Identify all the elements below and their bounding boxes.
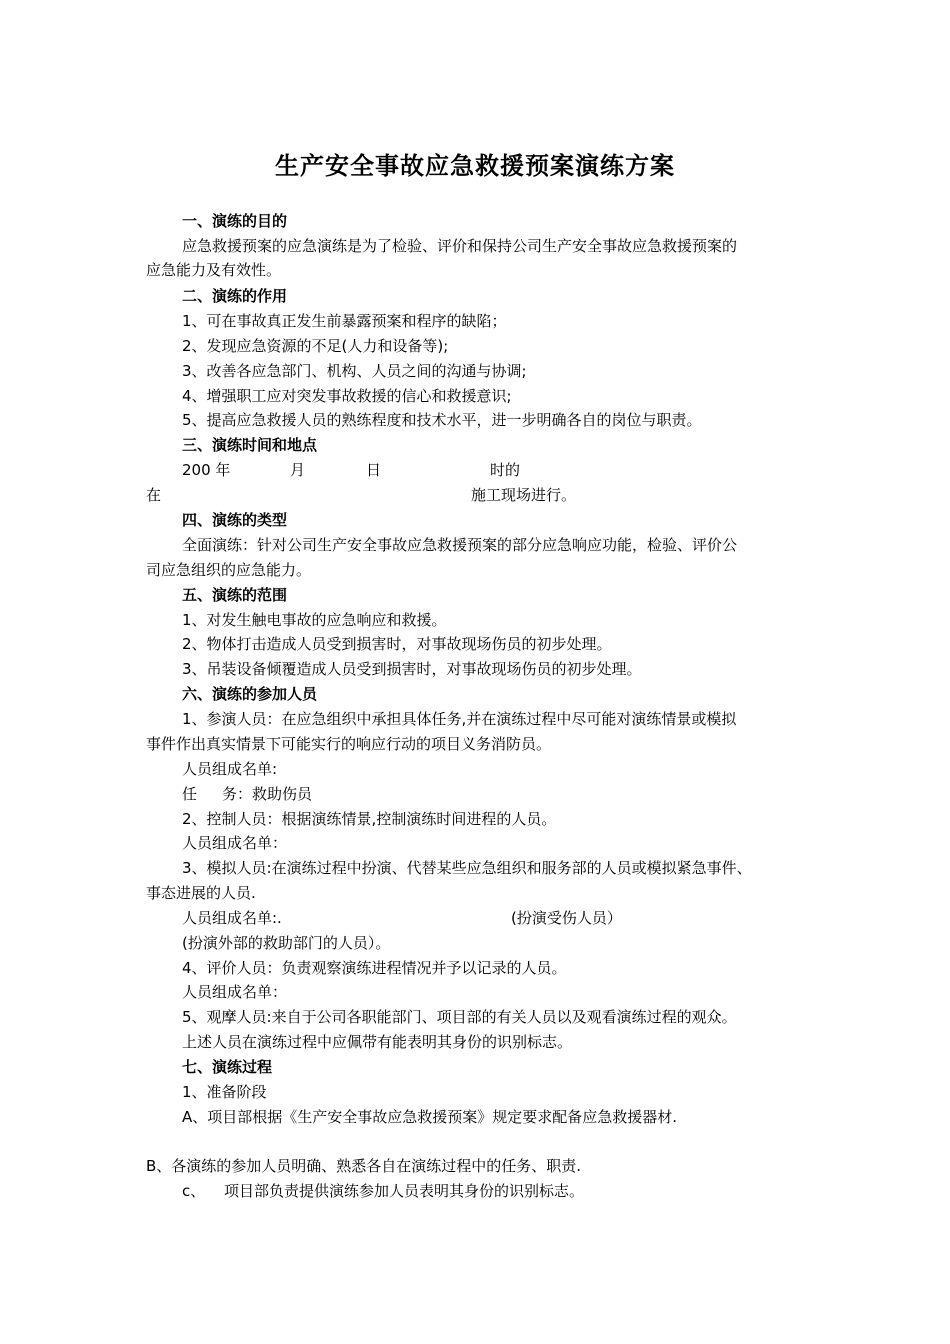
section-heading-purpose: 一、演练的目的 bbox=[182, 212, 288, 230]
list-item: 1、可在事故真正发生前暴露预案和程序的缺陷； bbox=[182, 312, 507, 330]
paragraph-continuation: 事件作出真实情景下可能实行的响应行动的项目义务消防员。 bbox=[146, 735, 552, 753]
date-year: 200 年 bbox=[182, 461, 231, 479]
task-label: 任 bbox=[182, 785, 198, 803]
list-item: 2、发现应急资源的不足(人力和设备等); bbox=[182, 337, 449, 355]
document-title: 生产安全事故应急救援预案演练方案 bbox=[275, 152, 675, 180]
paragraph: 1、参演人员：在应急组织中承担具体任务,并在演练过程中尽可能对演练情景或模拟 bbox=[182, 710, 737, 728]
paragraph: 4、评价人员：负责观察演练进程情况并予以记录的人员。 bbox=[182, 959, 567, 977]
list-item: 1、准备阶段 bbox=[182, 1083, 267, 1101]
list-item: 2、物体打击造成人员受到损害时，对事故现场伤员的初步处理。 bbox=[182, 635, 612, 653]
paragraph-continuation: 司应急组织的应急能力。 bbox=[146, 561, 312, 579]
list-item: 3、吊装设备倾覆造成人员受到损害时，对事故现场伤员的初步处理。 bbox=[182, 660, 642, 678]
location-site: 施工现场进行。 bbox=[471, 486, 577, 504]
paragraph-continuation: 应急能力及有效性。 bbox=[146, 261, 282, 279]
paragraph: 2、控制人员：根据演练情景,控制演练时间进程的人员。 bbox=[182, 810, 557, 828]
section-heading-participants: 六、演练的参加人员 bbox=[182, 685, 318, 703]
section-heading-process: 七、演练过程 bbox=[182, 1058, 273, 1076]
paragraph: 应急救援预案的应急演练是为了检验、评价和保持公司生产安全事故应急救援预案的 bbox=[182, 237, 738, 255]
list-item: A、项目部根据《生产安全事故应急救援预案》规定要求配备应急救援器材. bbox=[182, 1108, 678, 1126]
task-text: 务：救助伤员 bbox=[222, 785, 313, 803]
roster-label: 人员组成名单： bbox=[182, 834, 288, 852]
list-item-label: c、 bbox=[182, 1182, 206, 1200]
roster-label: 人员组成名单: bbox=[182, 760, 278, 778]
roster-label: 人员组成名单:. bbox=[182, 909, 282, 927]
date-day: 日 bbox=[366, 461, 382, 479]
roster-note: (扮演外部的救助部门的人员）。 bbox=[182, 934, 391, 952]
paragraph: 上述人员在演练过程中应佩带有能表明其身份的识别标志。 bbox=[182, 1033, 573, 1051]
list-item: 4、增强职工应对突发事故救援的信心和救援意识; bbox=[182, 387, 512, 405]
date-hour: 时的 bbox=[490, 461, 521, 479]
paragraph-continuation: 事态进展的人员. bbox=[146, 884, 256, 902]
list-item: 5、提高应急救援人员的熟练程度和技术水平，进一步明确各自的岗位与职责。 bbox=[182, 411, 702, 429]
location-prefix: 在 bbox=[146, 486, 162, 504]
paragraph: 5、观摩人员:来自于公司各职能部门、项目部的有关人员以及观看演练过程的观众。 bbox=[182, 1008, 737, 1026]
section-heading-time-place: 三、演练时间和地点 bbox=[182, 436, 318, 454]
section-heading-type: 四、演练的类型 bbox=[182, 511, 288, 529]
list-item: 1、对发生触电事故的应急响应和救援。 bbox=[182, 611, 447, 629]
list-item: 3、改善各应急部门、机构、人员之间的沟通与协调; bbox=[182, 362, 527, 380]
list-item-text: 项目部负责提供演练参加人员表明其身份的识别标志。 bbox=[224, 1182, 585, 1200]
paragraph: 全面演练：针对公司生产安全事故应急救援预案的部分应急响应功能，检验、评价公 bbox=[182, 536, 738, 554]
section-heading-function: 二、演练的作用 bbox=[182, 287, 288, 305]
paragraph: 3、模拟人员:在演练过程中扮演、代替某些应急组织和服务部的人员或模拟紧急事件、 bbox=[182, 859, 752, 877]
section-heading-scope: 五、演练的范围 bbox=[182, 586, 288, 604]
list-item: B、各演练的参加人员明确、熟悉各自在演练过程中的任务、职责. bbox=[146, 1157, 582, 1175]
roster-label: 人员组成名单： bbox=[182, 983, 288, 1001]
roster-note: (扮演受伤人员） bbox=[511, 909, 622, 927]
date-month: 月 bbox=[290, 461, 306, 479]
